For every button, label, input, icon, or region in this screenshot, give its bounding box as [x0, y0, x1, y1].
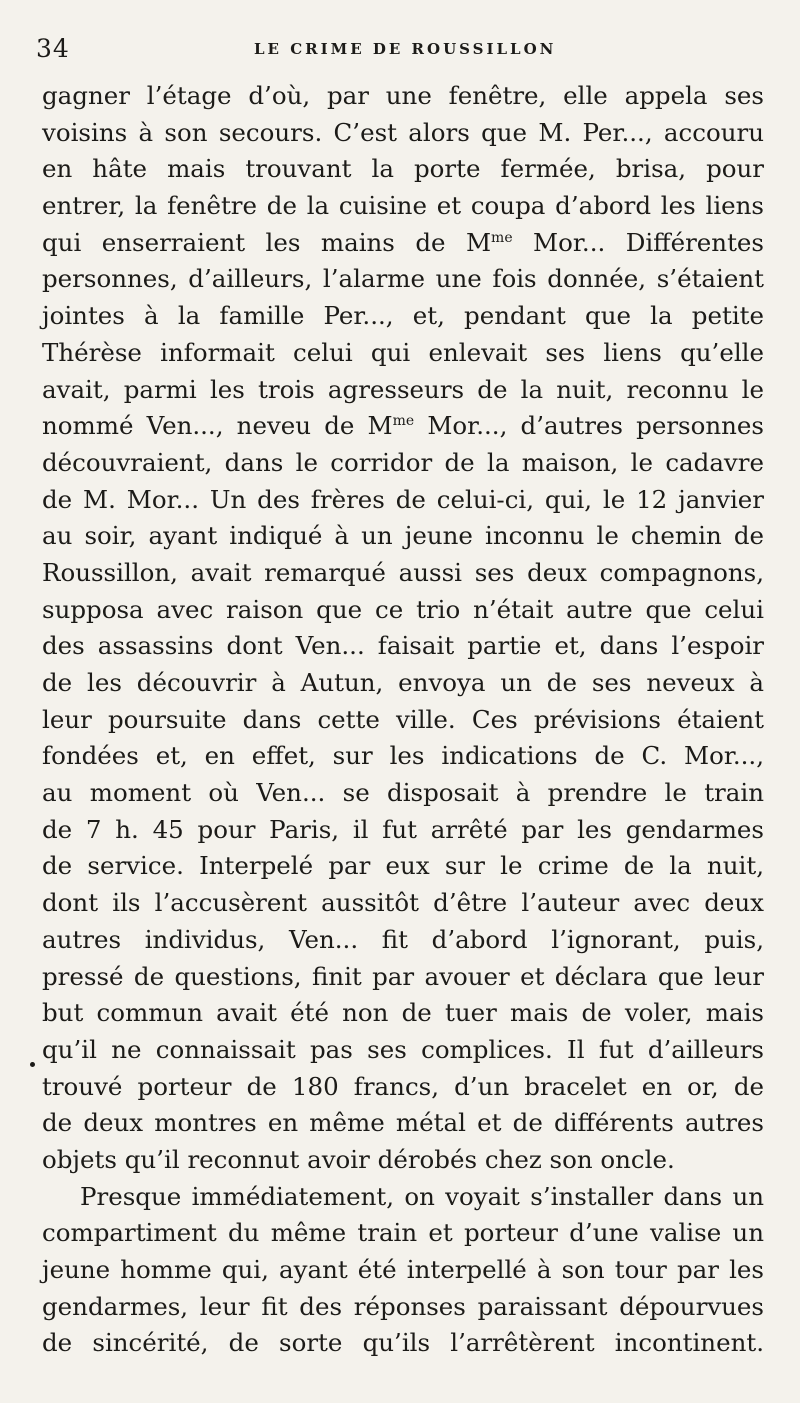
text-line: dont ils l’accusèrent aussitôt d’être l’auteur avec deux: [42, 888, 764, 918]
text-line: compartiment du même train et porteur d’une valise un: [42, 1218, 764, 1248]
text-line: avait, parmi les trois agresseurs de la nuit, reconnu le: [42, 374, 764, 404]
text-line: supposa avec raison que ce trio n’était autre que celui: [42, 594, 764, 624]
text-line: des assassins dont Ven... faisait partie et, dans l’espoir: [42, 631, 764, 661]
text-line: nommé Ven..., neveu de $M^{me}$ Mor..., d’autres personnes: [42, 411, 764, 441]
text-line: au soir, ayant indiqué à un jeune inconnu le chemin de: [42, 521, 764, 551]
margin-dot: [30, 1062, 35, 1067]
text-line: autres individus, Ven... fit d’abord l’ignorant, puis,: [42, 924, 764, 954]
text-line: découvraient, dans le corridor de la maison, le cadavre: [42, 447, 764, 477]
text-line: de M. Mor... Un des frères de celui-ci, qui, le 12 janvier: [42, 484, 764, 514]
text-line: Thérèse informait celui qui enlevait ses liens qu’elle: [42, 337, 764, 367]
text-line: Roussillon, avait remarqué aussi ses deux compagnons,: [42, 557, 764, 587]
page-number: 34: [36, 34, 70, 63]
text-line: gagner l’étage d’où, par une fenêtre, elle appela ses: [42, 81, 764, 110]
text-line: en hâte mais trouvant la porte fermée, brisa, pour: [42, 154, 764, 184]
text-line: gendarmes, leur fit des réponses paraissant dépourvues: [42, 1291, 764, 1321]
text-line: voisins à son secours. C’est alors que M. Per..., accouru: [42, 117, 764, 147]
text-line: but commun avait été non de tuer mais de voler, mais: [42, 998, 764, 1028]
body-text: [42, 78, 764, 1362]
text-line: jeune homme qui, ayant été interpellé à son tour par les: [42, 1255, 764, 1284]
text-line: qui enserraient les mains de $M^{me}$ Mor... Différentes: [42, 227, 764, 257]
text-line: entrer, la fenêtre de la cuisine et coupa d’abord les liens: [42, 191, 764, 221]
text-line: au moment où Ven... se disposait à prendre le train: [42, 778, 764, 808]
paragraph-end-line: objets qu’il reconnut avoir dérobés chez son oncle.: [42, 1144, 675, 1174]
text-line: fondées et, en effet, sur les indications de C. Mor...,: [42, 741, 764, 771]
running-title: LE CRIME DE ROUSSILLON: [254, 40, 557, 58]
text-line: pressé de questions, finit par avouer et déclara que leur: [42, 961, 764, 991]
text-line: de les découvrir à Autun, envoya un de ses neveux à: [42, 668, 764, 697]
page-header: [36, 34, 760, 66]
text-line: trouvé porteur de 180 francs, d’un bracelet en or, de: [42, 1071, 764, 1101]
text-line: leur poursuite dans cette ville. Ces prévisions étaient: [42, 704, 764, 734]
text-line: qu’il ne connaissait pas ses complices. Il fut d’ailleurs: [42, 1034, 764, 1064]
text-line: de 7 h. 45 pour Paris, il fut arrêté par les gendarmes: [42, 814, 764, 844]
text-line: jointes à la famille Per..., et, pendant que la petite: [42, 301, 764, 331]
text-line: de sincérité, de sorte qu’ils l’arrêtèrent incontinent.: [42, 1328, 764, 1358]
text-line: de deux montres en même métal et de différents autres: [42, 1108, 764, 1138]
paragraph-start-line: Presque immédiatement, on voyait s’installer dans un: [80, 1181, 764, 1211]
text-line: personnes, d’ailleurs, l’alarme une fois donnée, s’étaient: [42, 264, 764, 294]
text-line: de service. Interpelé par eux sur le crime de la nuit,: [42, 851, 764, 881]
